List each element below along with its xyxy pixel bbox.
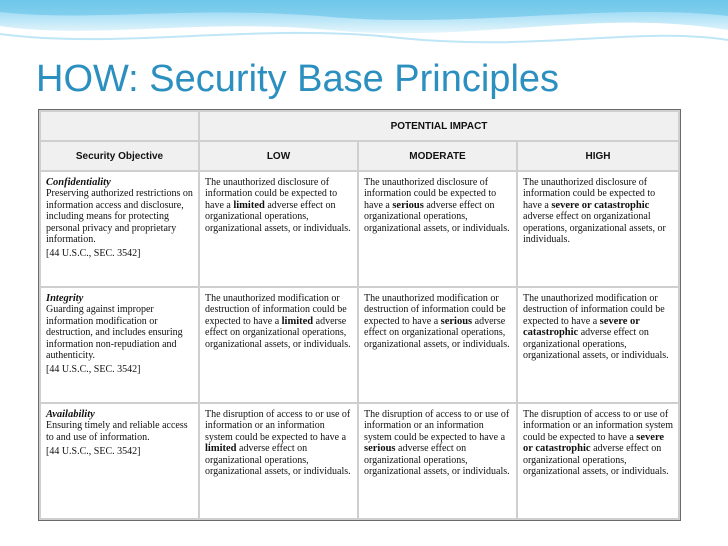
impact-text: The disruption of access to or use of information or an information system could be expected to have a (205, 409, 351, 443)
impact-level: limited (233, 199, 265, 211)
impact-text: adverse effect on organizational operations, organizational assets, or individuals. (205, 315, 351, 350)
low-header: LOW (200, 142, 357, 170)
high-impact-cell (518, 404, 678, 518)
impact-level: severe or catastrophic (523, 315, 640, 339)
impact-text: The unauthorized modification or destruction of information could be expected to have a (364, 293, 506, 327)
impact-text: The disruption of access to or use of information or an information system could be expected to have a (523, 409, 673, 443)
table-row-availability (41, 404, 678, 518)
table-row-integrity (41, 288, 678, 402)
moderate-impact-cell (359, 404, 516, 518)
impact-text: The disruption of access to or use of information or an information system could be expected to have a (364, 409, 510, 443)
impact-text: adverse effect on organizational operations, organizational assets, or individuals. (364, 443, 510, 478)
objective-cell (41, 288, 198, 402)
impact-level: limited (205, 443, 237, 455)
objective-citation: [44 U.S.C., SEC. 3542] (46, 364, 141, 376)
low-impact-cell (200, 404, 357, 518)
table-row-confidentiality (41, 172, 678, 286)
potential-impact-header: POTENTIAL IMPACT (200, 112, 678, 140)
slide-title: HOW: Security Base Principles (36, 58, 560, 100)
impact-text: The unauthorized modification or destruction of information could be expected to have a (523, 293, 665, 327)
objective-citation: [44 U.S.C., SEC. 3542] (46, 248, 141, 260)
security-impact-table (38, 109, 681, 521)
impact-text: adverse effect on organizational operations, organizational assets, or individuals. (523, 443, 669, 478)
objective-name: Availability (46, 409, 95, 420)
high-header: HIGH (518, 142, 678, 170)
impact-text: The unauthorized modification or destruction of information could be expected to have a (205, 293, 347, 327)
high-impact-cell (518, 288, 678, 402)
blank-header-cell (41, 112, 198, 140)
objective-name: Integrity (46, 293, 84, 304)
moderate-impact-cell (359, 288, 516, 402)
objective-name: Confidentiality (46, 177, 111, 188)
impact-text: adverse effect on organizational operations, organizational assets, or individuals. (205, 199, 351, 234)
impact-text: The unauthorized disclosure of information could be expected to have a (523, 177, 656, 211)
impact-text: The unauthorized disclosure of information could be expected to have a (364, 177, 497, 211)
objective-cell (41, 404, 198, 518)
security-objective-header: Security Objective (41, 142, 198, 170)
low-impact-cell (200, 288, 357, 402)
impact-level: severe or catastrophic (523, 431, 665, 455)
objective-description: Preserving authorized restrictions on information access and disclosure, including means for protecting personal privacy and proprietary information. (46, 188, 193, 246)
moderate-header: MODERATE (359, 142, 516, 170)
impact-text: adverse effect on organizational operations, organizational assets, or individuals. (364, 199, 510, 234)
objective-description: Ensuring timely and reliable access to and use of information. (46, 420, 188, 443)
objective-description: Guarding against improper information modification or destruction, and includes ensuring information non-repudiation and authenticity. (46, 304, 183, 362)
moderate-impact-cell (359, 172, 516, 286)
impact-level: serious (440, 315, 473, 327)
impact-text: adverse effect on organizational operations, organizational assets, or individuals. (523, 211, 666, 246)
impact-level: serious (364, 443, 396, 455)
high-impact-cell (518, 172, 678, 286)
objective-cell (41, 172, 198, 286)
objective-citation: [44 U.S.C., SEC. 3542] (46, 446, 141, 458)
low-impact-cell (200, 172, 357, 286)
impact-level: serious (392, 199, 424, 211)
impact-level: limited (281, 315, 314, 327)
impact-text: adverse effect on organizational operations, organizational assets, or individuals. (364, 315, 510, 350)
impact-text: adverse effect on organizational operations, organizational assets, or individuals. (523, 327, 669, 362)
impact-text: The unauthorized disclosure of information could be expected to have a (205, 177, 338, 211)
impact-level: severe or catastrophic (551, 199, 650, 211)
impact-text: adverse effect on organizational operations, organizational assets, or individuals. (205, 443, 351, 478)
decorative-wave-banner (0, 0, 728, 56)
